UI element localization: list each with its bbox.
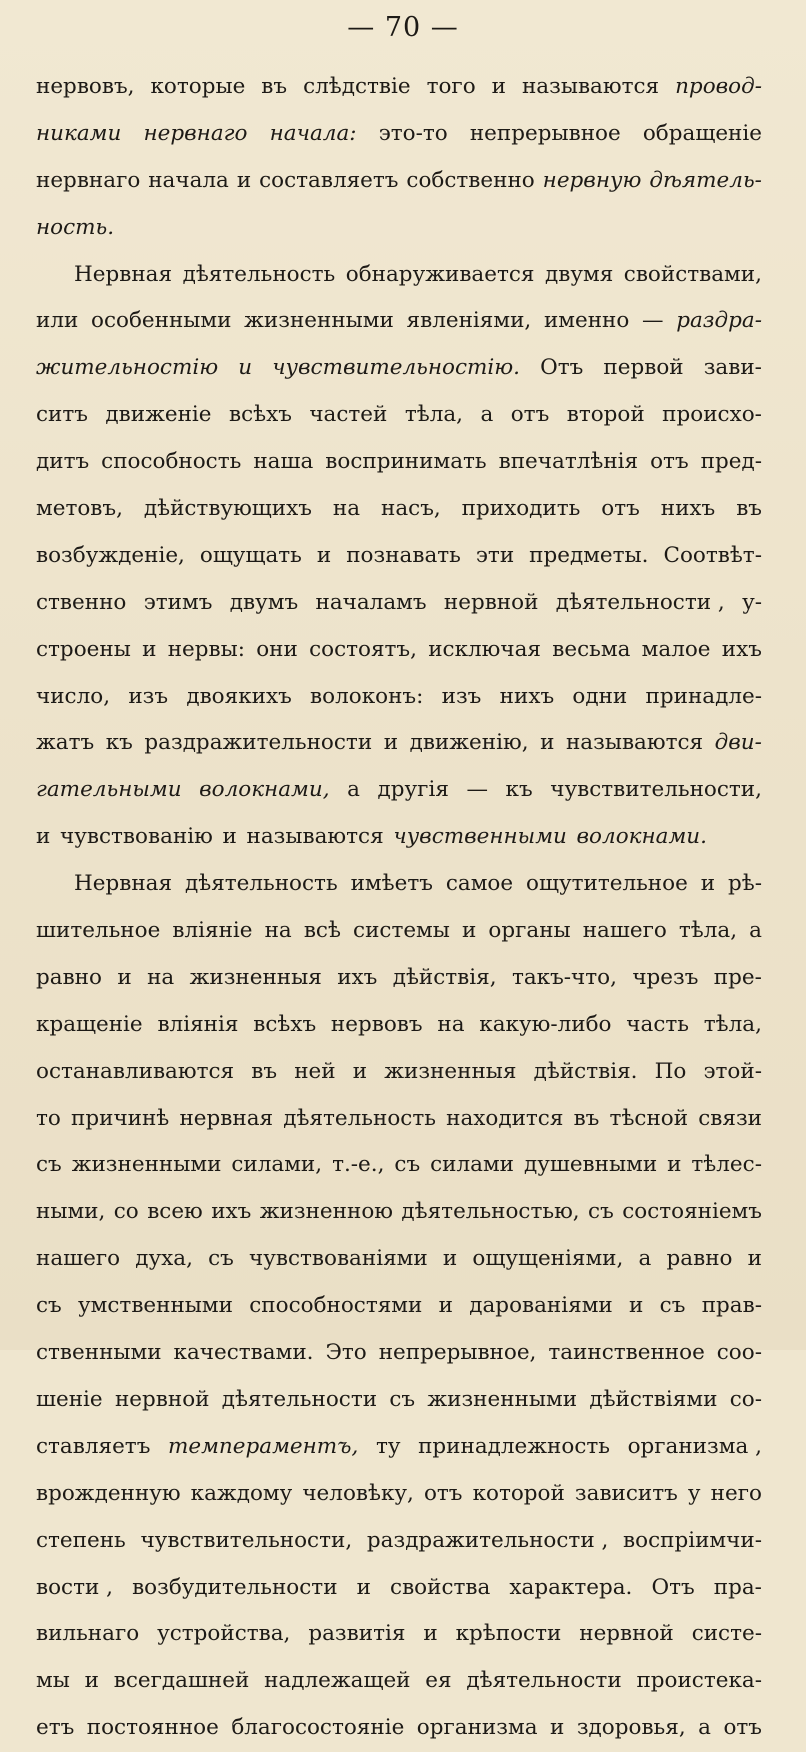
word: и [438,1293,453,1319]
text-line [36,814,762,861]
word: явленіями, [406,308,532,334]
word: ственно [36,589,127,615]
word: шеніе [36,1386,103,1412]
word: на [264,918,292,944]
word: дѣйствующихъ [143,496,312,522]
word: нервную [542,167,642,193]
word: ощущеніями, [472,1246,624,1272]
word: надлежащей [264,1668,411,1694]
word: собственно [406,167,535,193]
word: называются [521,74,660,99]
word: пре- [713,964,762,990]
word: воспріимчи- [623,1527,762,1553]
word: движенію, [409,730,529,756]
word: нервной [114,1386,210,1412]
word: шительное [36,918,161,944]
text-line [36,955,762,1002]
word: кращеніе [36,1011,143,1037]
word: крѣпости [455,1621,562,1647]
text-line [36,111,762,158]
word: зависитъ [574,1480,678,1506]
text-line [36,205,762,252]
word: малое [641,636,711,662]
word: ихъ [211,1199,252,1225]
word: и [352,1058,368,1084]
word: имѣетъ [350,871,433,897]
word: и [36,824,51,850]
word: душевными [523,1152,658,1178]
word: всею [147,1199,203,1225]
word: дѣятельности [221,1386,378,1412]
word: называются [565,730,704,756]
word: жизненными [427,1386,578,1412]
text-line [36,1705,762,1752]
word: другія [377,777,449,803]
word: и [629,1293,644,1319]
word: чрезъ [632,964,699,990]
word: исключая [428,636,541,662]
word: жительностію [36,355,219,381]
word: весьма [552,636,631,662]
word: и [236,167,252,193]
word: дѣйствіями [589,1386,718,1412]
word: вліянія [157,1011,239,1037]
word: состоятъ, [309,636,417,662]
text-line [36,720,762,767]
word: нашего [36,1246,121,1272]
word: дѣятельности [466,1668,622,1694]
word: строены [36,636,131,662]
word: и [238,355,253,381]
word: въ [736,496,762,522]
word: тѣла, [678,918,738,944]
word: раздражительности , [366,1527,609,1553]
word: ея [425,1668,452,1694]
word: происхо- [662,402,762,428]
word: число, [36,683,111,709]
word: — [466,777,488,803]
word: изъ [441,683,482,709]
word: таинственное [548,1340,705,1366]
word: частей [309,402,388,428]
word: свойствами, [623,261,762,287]
word: вости , [36,1574,113,1600]
word: дѣятельность [184,871,338,897]
word: ту [375,1433,401,1459]
word: Соотвѣт- [663,542,762,568]
word: съ [389,1386,416,1412]
word: которые [150,74,246,99]
word: двумя [544,261,614,287]
word: жизненною [259,1199,393,1225]
word: съ [36,1293,62,1319]
word: и [540,730,555,756]
word: останавливаются [36,1058,235,1084]
text-line [36,1142,762,1189]
word: чувствованіями [249,1246,428,1272]
word: всѣхъ [228,402,292,428]
word: одни [572,683,628,709]
text-line [36,298,762,345]
word: и [84,1668,99,1694]
word: изъ [128,683,169,709]
word: впечатлѣнія [498,449,639,475]
word: жизненныя [189,964,322,990]
word: у- [742,589,762,615]
word: дѣйствія, [392,964,497,990]
word: какую-либо [479,1011,612,1037]
word: отъ [423,1480,463,1506]
word: съ [208,1246,234,1272]
word: и [700,871,716,897]
word: постоянное [86,1715,219,1741]
word: предметы. [529,542,649,568]
word: принадлежность [418,1433,610,1459]
word: силами [430,1152,514,1178]
word: силами, [231,1152,323,1178]
word: тѣсной [609,1105,689,1131]
word: нервная [179,1105,274,1131]
word: часть [626,1011,689,1037]
word: нервовъ [330,1011,423,1037]
word: нервнаго [143,120,248,146]
word: дѣйствія. [533,1058,638,1084]
word: и [316,542,332,568]
word: зави- [703,355,762,381]
word: пред- [700,449,762,475]
word: дѣятель- [649,167,762,193]
word: системы [353,918,450,944]
word: и [142,636,157,662]
word: дви- [714,730,762,756]
word: нервовъ, [36,74,135,99]
text-line [36,1611,762,1658]
text-line [36,158,762,205]
word: нервнаго [36,167,141,193]
word: Отъ [651,1574,695,1600]
body-text [36,64,762,1752]
word: характера. [509,1574,633,1600]
word: обнаруживается [345,261,535,287]
word: чувствованію [60,824,213,850]
word: тѣла, [404,402,463,428]
word: пра- [713,1574,762,1600]
word: ность. [36,214,115,240]
word: тѣлес- [691,1152,762,1178]
word: равно [666,1246,733,1272]
word: ощущать [199,542,302,568]
word: развитія [308,1621,406,1647]
word: нервной [579,1621,674,1647]
word: етъ [36,1715,75,1741]
word: волоконъ: [310,683,424,709]
text-line [36,345,762,392]
word: и [117,964,132,990]
word: съ [588,1199,614,1225]
word: чувствительности, [140,1527,353,1553]
word: равно [36,964,102,990]
word: и [423,1621,438,1647]
word: приходить [461,496,581,522]
word: рѣ- [728,871,762,897]
word: въ [573,1105,600,1131]
word: нервной [443,589,539,615]
word: чувственными [393,824,567,850]
word: провод- [675,74,762,99]
word: отъ [510,402,550,428]
word: которой [472,1480,565,1506]
word: благосостояніе [231,1715,405,1741]
word: то [36,1105,61,1131]
word: ощутительное [526,871,688,897]
word: въ [251,1058,278,1084]
word: нашего [582,918,667,944]
word: волокнами. [576,824,707,850]
word: вліяніе [172,918,253,944]
word: ственными [36,1340,162,1366]
word: и [747,1246,762,1272]
word: начала [148,167,229,193]
word: познавать [346,542,461,568]
word: дѣятельность [283,1105,436,1131]
word: особенными [91,308,232,334]
word: именно [543,308,630,334]
word: него [710,1480,762,1506]
word: т.-е., [332,1152,385,1178]
word: двумъ [229,589,299,615]
word: отъ [650,449,689,475]
word: находится [446,1105,564,1131]
text-line [36,1471,762,1518]
text-line [36,533,762,580]
text-line [36,1283,762,1330]
word: къ [505,777,533,803]
text-line [36,1236,762,1283]
word: Нервная [74,871,173,897]
text-line [36,392,762,439]
word: двоякихъ [186,683,292,709]
word: и [222,824,237,850]
word: возбудительности [132,1574,338,1600]
word: этимъ [143,589,213,615]
word: называются [246,824,384,850]
word: жатъ [36,730,95,756]
word: съ [659,1293,686,1319]
text-line [36,1518,762,1565]
word: а [638,1246,652,1272]
word: организма , [627,1433,762,1459]
word: ными, [36,1199,106,1225]
text-line [36,439,762,486]
word: систе- [691,1621,762,1647]
word: ситъ [36,402,88,428]
word: жизненныя [384,1058,517,1084]
text-line [36,1565,762,1612]
word: человѣку, [302,1480,414,1506]
word: непрерывное [469,120,621,146]
word: Это [325,1340,367,1366]
word: нервы: [167,636,245,662]
word: дитъ [36,449,90,475]
text-line [36,1330,762,1377]
word: волокнами, [199,777,330,803]
word: ихъ [721,636,762,662]
word: въ [261,74,288,99]
word: — [642,308,664,334]
word: ихъ [337,964,378,990]
word: гательными [36,777,182,803]
word: это-то [378,120,448,146]
word: дарованіями [469,1293,613,1319]
text-line [36,1377,762,1424]
word: на [332,496,361,522]
word: духа, [135,1246,193,1272]
word: жизненными [71,1152,222,1178]
word: эти [475,542,515,568]
text-line [36,1049,762,1096]
word: способностями [249,1293,423,1319]
word: ставляетъ [36,1433,151,1459]
word: чувствительности, [550,777,762,803]
word: здоровья, [576,1715,686,1741]
page-number: — 70 — [347,12,459,43]
word: степень [36,1527,126,1553]
text-line [36,64,762,111]
text-line [36,1002,762,1049]
word: у [687,1480,701,1506]
text-line [36,1658,762,1705]
word: къ [105,730,133,756]
word: и [550,1715,565,1741]
word: и [442,1246,458,1272]
word: всѣхъ [253,1011,317,1037]
word: или [36,308,79,334]
word: этой- [703,1058,762,1084]
word: а [749,918,762,944]
word: По [654,1058,687,1084]
word: и [383,730,399,756]
word: связи [698,1105,762,1131]
word: состояніемъ [622,1199,762,1225]
word: насъ, [381,496,441,522]
word: съ [36,1152,62,1178]
word: составляетъ [259,167,399,193]
word: органы [488,918,571,944]
word: они [256,636,298,662]
word: принадле- [645,683,762,709]
word: самое [445,871,514,897]
word: всѣ [303,918,341,944]
word: темпераментъ, [167,1433,359,1459]
word: всегдашней [113,1668,250,1694]
word: дѣятельностью, [401,1199,580,1225]
word: на [437,1011,465,1037]
word: слѣдствіе [303,74,411,99]
text-line [36,1189,762,1236]
word: наша [253,449,314,475]
word: первой [603,355,684,381]
word: метовъ, [36,496,123,522]
word: каждому [190,1480,293,1506]
word: непрерывное, [378,1340,537,1366]
word: а [698,1715,711,1741]
word: прав- [701,1293,762,1319]
text-line [36,252,762,299]
word: способность [101,449,242,475]
word: и [356,1574,371,1600]
word: со- [729,1386,762,1412]
word: съ [394,1152,421,1178]
text-line [36,1424,762,1471]
word: Нервная [74,261,173,287]
word: соо- [716,1340,762,1366]
word: врожденную [36,1480,181,1506]
word: такъ-что, [511,964,617,990]
word: жизненными [244,308,394,334]
word: вильнаго [36,1621,140,1647]
word: ней [294,1058,336,1084]
word: а [347,777,360,803]
word: воспринимать [325,449,487,475]
word: возбужденіе, [36,542,185,568]
word: чувствительностію. [272,355,521,381]
word: качествами. [173,1340,314,1366]
word: свойства [390,1574,491,1600]
text-line [36,767,762,814]
word: со [113,1199,139,1225]
text-line [36,1096,762,1143]
word: отъ [601,496,640,522]
word: движеніе [105,402,212,428]
word: второй [566,402,645,428]
word: отъ [723,1715,762,1741]
text-line [36,486,762,533]
word: мы [36,1668,70,1694]
word: обращеніе [642,120,762,146]
word: причинѣ [71,1105,170,1131]
text-line [36,861,762,908]
word: организма [416,1715,538,1741]
word: раздра- [676,308,762,334]
word: и [491,74,506,99]
word: и [667,1152,682,1178]
word: тѣла, [703,1011,762,1037]
text-line [36,674,762,721]
text-line [36,908,762,955]
word: устройства, [157,1621,291,1647]
word: того [426,74,476,99]
word: началамъ [315,589,427,615]
word: Отъ [540,355,584,381]
word: никами [36,120,122,146]
word: нихъ [499,683,555,709]
text-line [36,580,762,627]
word: дѣятельности , [555,589,725,615]
word: и [461,918,477,944]
word: нихъ [660,496,716,522]
text-line [36,627,762,674]
word: на [147,964,175,990]
word: дѣятельность [182,261,336,287]
word: проистека- [636,1668,762,1694]
word: раздражительности [144,730,373,756]
word: умственными [78,1293,233,1319]
word: начала: [269,120,357,146]
word: а [480,402,494,428]
